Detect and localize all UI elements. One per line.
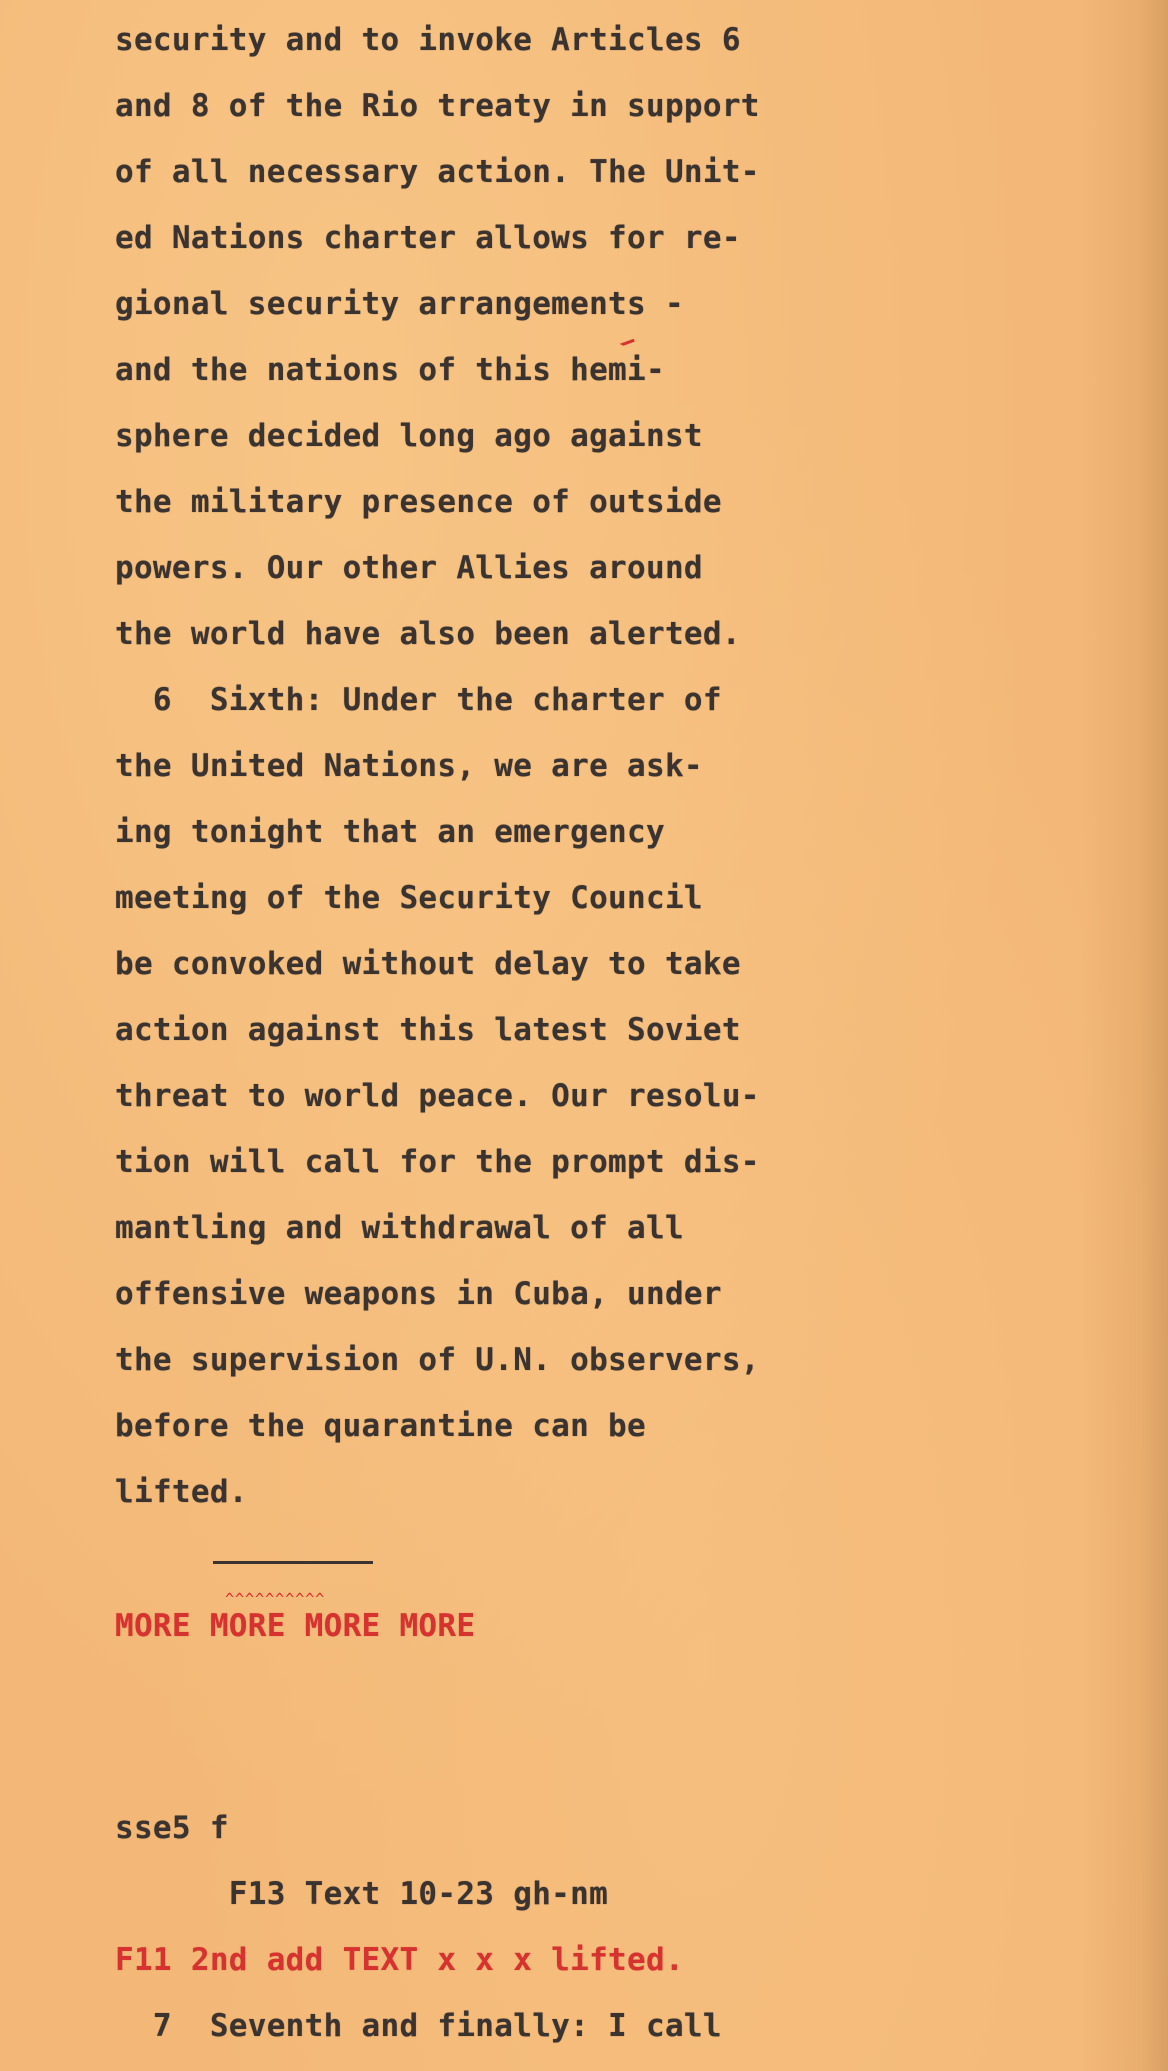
- text-line-1: security and to invoke Articles 6: [115, 22, 741, 58]
- separator-rule: [213, 1561, 373, 1564]
- text-line-14: meeting of the Security Council: [115, 880, 703, 916]
- text-line-5: gional security arrangements -: [115, 286, 684, 322]
- more-line: MORE MORE MORE MORE: [115, 1608, 476, 1644]
- text-line-12: the United Nations, we are ask-: [115, 748, 703, 784]
- text-line-header: F13 Text 10-23 gh-nm: [115, 1876, 609, 1912]
- text-line-20: offensive weapons in Cuba, under: [115, 1276, 722, 1312]
- text-line-17: threat to world peace. Our resolu-: [115, 1078, 760, 1114]
- text-line-21: the supervision of U.N. observers,: [115, 1342, 760, 1378]
- text-line-18: tion will call for the prompt dis-: [115, 1144, 760, 1180]
- text-line-23: lifted.: [115, 1474, 248, 1510]
- red-correction-marks: ^^^^^^^^^^: [225, 1590, 326, 1608]
- text-line-10: the world have also been alerted.: [115, 616, 741, 652]
- text-line-11: 6 Sixth: Under the charter of: [115, 682, 722, 718]
- final-line: 7 Seventh and finally: I call: [115, 2008, 722, 2044]
- second-add-line: F11 2nd add TEXT x x x lifted.: [115, 1942, 684, 1978]
- text-line-15: be convoked without delay to take: [115, 946, 741, 982]
- text-line-8: the military presence of outside: [115, 484, 722, 520]
- slug-line: sse5 f: [115, 1810, 229, 1846]
- text-line-2: and 8 of the Rio treaty in support: [115, 88, 760, 124]
- text-line-19: mantling and withdrawal of all: [115, 1210, 684, 1246]
- text-line-13: ing tonight that an emergency: [115, 814, 665, 850]
- text-line-16: action against this latest Soviet: [115, 1012, 741, 1048]
- text-line-6: and the nations of this hemi-: [115, 352, 665, 388]
- text-line-3: of all necessary action. The Unit-: [115, 154, 760, 190]
- text-line-9: powers. Our other Allies around: [115, 550, 703, 586]
- text-line-4: ed Nations charter allows for re-: [115, 220, 741, 256]
- text-line-22: before the quarantine can be: [115, 1408, 646, 1444]
- text-line-7: sphere decided long ago against: [115, 418, 703, 454]
